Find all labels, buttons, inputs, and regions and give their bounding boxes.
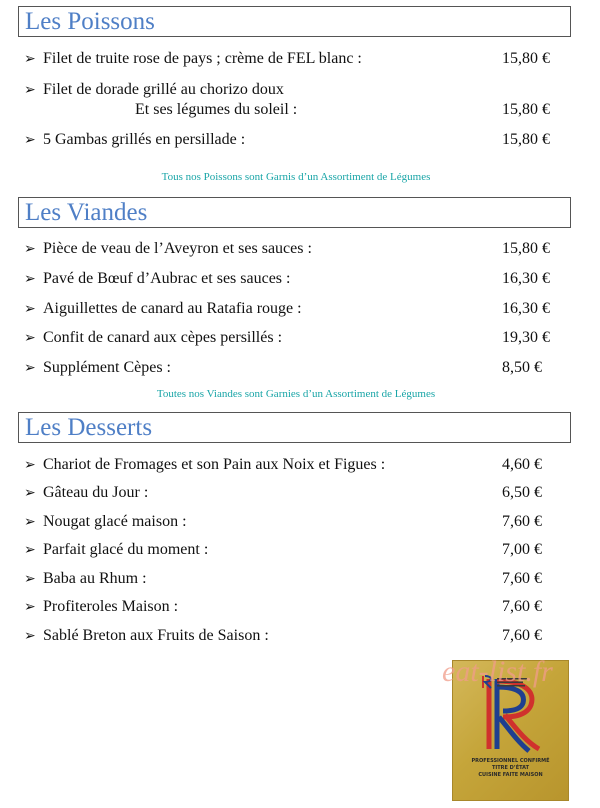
item-label: Aiguillettes de canard au Ratafia rouge : (43, 300, 302, 317)
item-price: 15,80 € (502, 240, 550, 257)
badge-line: PROFESSIONNEL CONFIRMÉ (471, 758, 550, 764)
item-price: 15,80 € (502, 131, 550, 148)
item-label: Chariot de Fromages et son Pain aux Noix et Figues : (43, 456, 386, 473)
item-price: 16,30 € (502, 300, 550, 317)
item-price: 7,00 € (502, 541, 542, 558)
item-price: 15,80 € (502, 101, 550, 118)
section-note: Toutes nos Viandes sont Garnies d’un Assortiment de Légumes (156, 388, 436, 400)
item-price: 16,30 € (502, 270, 550, 287)
badge-line: TITRE D’ÉTAT (491, 765, 530, 771)
item-label: Supplément Cèpes : (43, 359, 171, 376)
bullet-arrow-icon: ➢ (24, 51, 36, 67)
item-label: Nougat glacé maison : (43, 513, 187, 530)
item-label: Baba au Rhum : (43, 570, 147, 587)
bullet-arrow-icon: ➢ (24, 457, 36, 473)
bullet-arrow-icon: ➢ (24, 82, 36, 98)
bullet-arrow-icon: ➢ (24, 514, 36, 530)
bullet-arrow-icon: ➢ (24, 485, 36, 501)
section-title: Les Poissons (25, 8, 155, 35)
item-label-continued: Et ses légumes du soleil : (135, 101, 298, 118)
item-label: Confit de canard aux cèpes persillés : (43, 329, 283, 346)
item-label: Pièce de veau de l’Aveyron et ses sauces : (43, 240, 312, 257)
item-label: Filet de truite rose de pays ; crème de FEL blanc : (43, 50, 362, 67)
bullet-arrow-icon: ➢ (24, 628, 36, 644)
item-label: Gâteau du Jour : (43, 484, 149, 501)
item-price: 4,60 € (502, 456, 542, 473)
item-price: 15,80 € (502, 50, 550, 67)
bullet-arrow-icon: ➢ (24, 241, 36, 257)
item-price: 6,50 € (502, 484, 542, 501)
watermark-text: eat-list.fr (442, 655, 553, 688)
item-price: 7,60 € (502, 627, 542, 644)
item-price: 7,60 € (502, 598, 542, 615)
section-header-desserts (18, 412, 571, 443)
item-label: Pavé de Bœuf d’Aubrac et ses sauces : (43, 270, 291, 287)
badge-line: CUISINE FAITE MAISON (478, 772, 543, 778)
item-price: 7,60 € (502, 513, 542, 530)
section-note: Tous nos Poissons sont Garnis d’un Assortiment de Légumes (161, 171, 431, 183)
item-label: Parfait glacé du moment : (43, 541, 209, 558)
section-header-viandes (18, 197, 571, 228)
bullet-arrow-icon: ➢ (24, 542, 36, 558)
item-label: Profiteroles Maison : (43, 598, 179, 615)
bullet-arrow-icon: ➢ (24, 330, 36, 346)
bullet-arrow-icon: ➢ (24, 599, 36, 615)
item-price: 19,30 € (502, 329, 550, 346)
section-title: Les Viandes (25, 199, 148, 226)
section-title: Les Desserts (25, 414, 153, 441)
item-price: 8,50 € (502, 359, 542, 376)
bullet-arrow-icon: ➢ (24, 360, 36, 376)
item-label: Sablé Breton aux Fruits de Saison : (43, 627, 269, 644)
item-label: 5 Gambas grillés en persillade : (43, 131, 246, 148)
bullet-arrow-icon: ➢ (24, 301, 36, 317)
bullet-arrow-icon: ➢ (24, 271, 36, 287)
item-label: Filet de dorade grillé au chorizo doux (43, 81, 284, 98)
bullet-arrow-icon: ➢ (24, 571, 36, 587)
bullet-arrow-icon: ➢ (24, 132, 36, 148)
item-price: 7,60 € (502, 570, 542, 587)
section-header-poissons (18, 6, 571, 37)
